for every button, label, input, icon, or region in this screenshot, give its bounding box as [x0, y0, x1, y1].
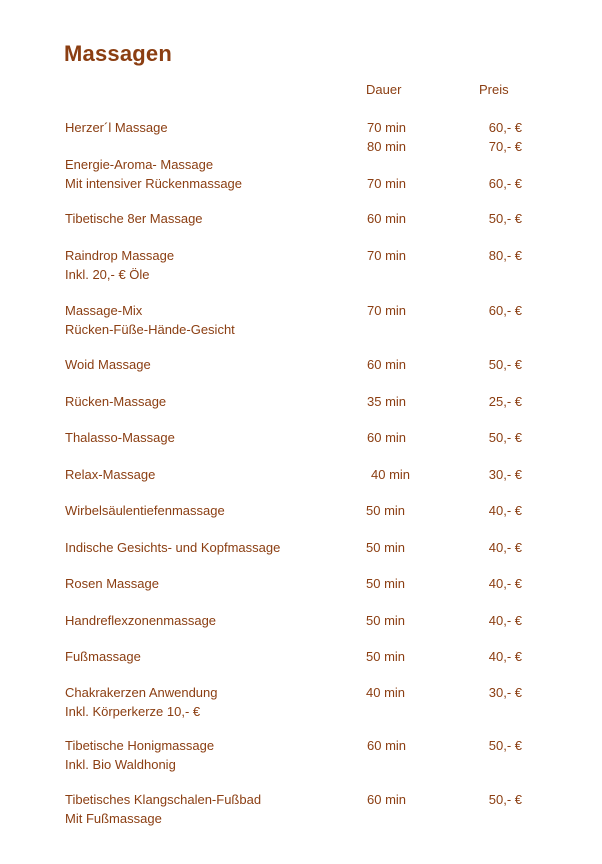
- massage-name: Energie-Aroma- Massage: [65, 157, 214, 172]
- massage-price: 60,- €: [488, 175, 522, 191]
- massage-price: 70,- €: [488, 138, 522, 154]
- massage-name-cell: [65, 429, 175, 448]
- massage-duration: 50 min: [366, 649, 406, 664]
- massage-name-cell: [65, 156, 242, 193]
- massage-duration: 60 min: [367, 430, 407, 445]
- massage-name: Inkl. 20,- € Öle: [65, 266, 150, 282]
- massage-price-cell: [489, 575, 522, 594]
- massage-duration: 60 min: [367, 357, 407, 372]
- massage-name-cell: [65, 684, 218, 721]
- massage-duration: 40 min: [371, 467, 411, 482]
- massage-duration-cell: [367, 210, 406, 229]
- massage-name: Inkl. Körperkerze 10,- €: [65, 703, 201, 719]
- massage-price-cell: [489, 648, 522, 667]
- massage-name: Rosen Massage: [65, 576, 159, 591]
- massage-price: 40,- €: [488, 503, 522, 518]
- massage-price: 40,- €: [488, 540, 522, 555]
- massage-price-cell: [489, 156, 522, 193]
- massage-price-cell: [489, 210, 522, 229]
- massage-duration: [367, 156, 406, 175]
- massage-duration: 60 min: [367, 792, 407, 807]
- massage-duration: 50 min: [366, 503, 406, 518]
- massage-price: 60,- €: [488, 120, 522, 135]
- massage-duration-cell: [367, 429, 406, 448]
- massage-price-cell: [489, 466, 522, 485]
- massage-name-cell: [65, 648, 141, 667]
- duration-column-header: Dauer: [366, 82, 402, 97]
- massage-price-cell: [489, 302, 522, 321]
- massage-name-cell: [65, 612, 216, 631]
- massage-name-cell: [65, 575, 159, 594]
- massage-name: Tibetische Honigmassage: [65, 738, 215, 753]
- massage-price: 40,- €: [488, 613, 522, 628]
- massage-price: 50,- €: [488, 738, 522, 753]
- massage-price-cell: [489, 539, 522, 558]
- massage-duration: 35 min: [367, 394, 407, 409]
- massage-name: Rücken-Massage: [65, 394, 167, 409]
- massage-name: Chakrakerzen Anwendung: [65, 685, 218, 700]
- massage-name: Handreflexzonenmassage: [65, 613, 217, 628]
- massage-name: Massage-Mix: [65, 303, 143, 318]
- massage-duration: 70 min: [367, 120, 407, 135]
- massage-name: Relax-Massage: [65, 467, 156, 482]
- massage-name: Rücken-Füße-Hände-Gesicht: [65, 321, 235, 337]
- massage-price: 50,- €: [488, 792, 522, 807]
- massage-price-cell: [489, 737, 522, 756]
- massage-price-cell: [489, 429, 522, 448]
- massage-duration-cell: [367, 156, 406, 193]
- massage-name: Mit intensiver Rückenmassage: [65, 175, 243, 191]
- price-column-header: Preis: [479, 82, 509, 97]
- massage-name: Fußmassage: [65, 649, 141, 664]
- massage-price: 30,- €: [488, 685, 522, 700]
- massage-price: 80,- €: [488, 248, 522, 263]
- massage-price: [489, 156, 522, 175]
- massage-price: 50,- €: [488, 430, 522, 445]
- massage-name-cell: [65, 393, 166, 412]
- massage-duration-cell: [371, 466, 410, 485]
- massage-name: Tibetisches Klangschalen-Fußbad: [65, 792, 262, 807]
- massage-price: 25,- €: [488, 394, 522, 409]
- massage-name: Indische Gesichts- und Kopfmassage: [65, 540, 281, 555]
- massage-price-cell: [489, 502, 522, 521]
- massage-name-cell: [65, 791, 261, 828]
- massage-price-cell: [489, 393, 522, 412]
- massage-name: Raindrop Massage: [65, 248, 175, 263]
- massage-duration-cell: [367, 302, 406, 321]
- massage-price: 30,- €: [488, 467, 522, 482]
- massage-duration: 70 min: [367, 248, 407, 263]
- massage-duration: 40 min: [366, 685, 406, 700]
- massage-name-cell: [65, 247, 174, 284]
- massage-price: 50,- €: [488, 357, 522, 372]
- massage-name-cell: [65, 210, 203, 229]
- massage-price-cell: [489, 119, 522, 156]
- massage-name-cell: [65, 539, 280, 558]
- massage-name: Herzer´l Massage: [65, 120, 168, 135]
- massage-duration: 50 min: [366, 540, 406, 555]
- massage-duration: 60 min: [367, 738, 407, 753]
- massage-duration-cell: [367, 791, 406, 810]
- massage-price-cell: [489, 247, 522, 266]
- massage-name: Mit Fußmassage: [65, 810, 162, 826]
- massage-name-cell: [65, 502, 225, 521]
- massage-price: 50,- €: [488, 211, 522, 226]
- massage-name: Wirbelsäulentiefenmassage: [65, 503, 225, 518]
- massage-duration-cell: [366, 684, 405, 703]
- massage-duration-cell: [367, 247, 406, 266]
- massage-name-cell: [65, 466, 155, 485]
- page-title: Massagen: [64, 41, 172, 66]
- massage-duration: 70 min: [367, 175, 407, 191]
- massage-duration-cell: [367, 356, 406, 375]
- massage-price: 60,- €: [488, 303, 522, 318]
- massage-duration: 70 min: [367, 303, 407, 318]
- massage-name-cell: [65, 119, 168, 138]
- massage-duration-cell: [366, 612, 405, 631]
- massage-name: Inkl. Bio Waldhonig: [65, 756, 176, 772]
- massage-price-cell: [489, 684, 522, 703]
- massage-name-cell: [65, 302, 235, 339]
- massage-price: 40,- €: [488, 649, 522, 664]
- massage-duration: 80 min: [367, 138, 407, 154]
- massage-price: 40,- €: [488, 576, 522, 591]
- massage-name: Thalasso-Massage: [65, 430, 175, 445]
- massage-duration-cell: [367, 393, 406, 412]
- massage-price-cell: [489, 791, 522, 810]
- massage-duration-cell: [366, 648, 405, 667]
- massage-duration-cell: [366, 539, 405, 558]
- massage-price-cell: [489, 356, 522, 375]
- massage-duration: 50 min: [366, 576, 406, 591]
- massage-duration-cell: [366, 502, 405, 521]
- massage-duration-cell: [366, 575, 405, 594]
- massage-price-cell: [489, 612, 522, 631]
- massage-duration: 50 min: [366, 613, 406, 628]
- massage-name: Woid Massage: [65, 357, 151, 372]
- massage-name: Tibetische 8er Massage: [65, 211, 203, 226]
- massage-name-cell: [65, 356, 151, 375]
- massage-duration: 60 min: [367, 211, 407, 226]
- massage-name-cell: [65, 737, 214, 774]
- massage-duration-cell: [367, 737, 406, 756]
- massage-duration-cell: [367, 119, 406, 156]
